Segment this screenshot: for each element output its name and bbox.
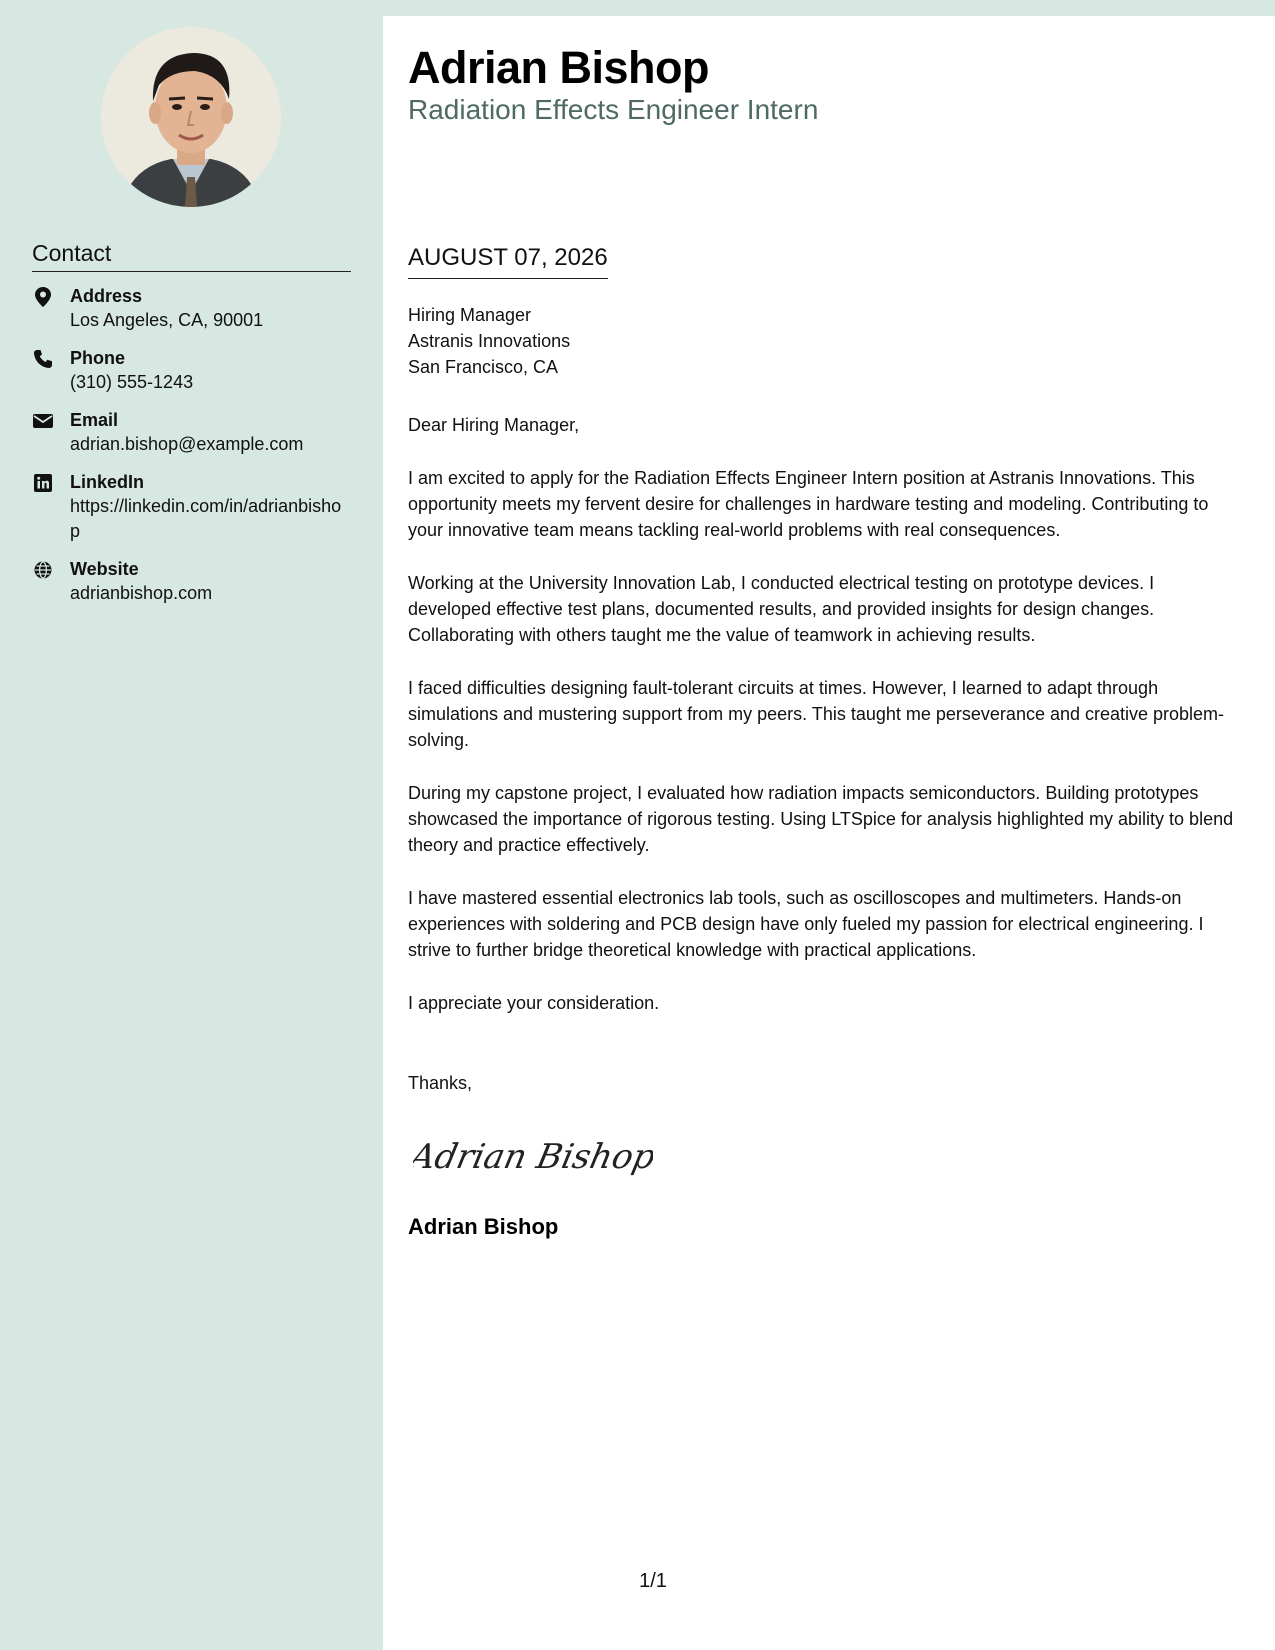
contact-linkedin: [32, 470, 362, 544]
recipient-block: [408, 302, 570, 380]
email-value[interactable]: adrian.bishop@example.com: [70, 434, 304, 454]
linkedin-icon: [32, 472, 54, 494]
linkedin-value[interactable]: https://linkedin.com/in/adrianbishop: [70, 496, 342, 541]
contact-address: [32, 284, 362, 333]
globe-icon: [32, 559, 54, 581]
contact-label: Address: [70, 286, 143, 306]
signoff: Thanks,: [408, 1073, 473, 1093]
salutation: Dear Hiring Manager,: [408, 415, 580, 435]
sidebar: [0, 0, 383, 1650]
closing-line: I appreciate your consideration.: [408, 993, 660, 1013]
recipient-line: Hiring Manager: [408, 305, 532, 325]
body-paragraph: I am excited to apply for the Radiation Effects Engineer Intern position at Astranis Innovations. This opportunity meets my fervent desire for challenges in hardware testing and modeling. Contributing to your innovative team means tackling real-world problems with real consequences.: [408, 468, 1209, 540]
letter-body: [408, 412, 1238, 1043]
body-paragraph: I have mastered essential electronics lab tools, such as oscilloscopes and multimeters. Hands-on experiences with soldering and PCB design have only fueled my passion for electrical engineering. I strive to further bridge theoretical knowledge with practical applications.: [408, 888, 1204, 960]
map-pin-icon: [32, 286, 54, 308]
contact-label: Phone: [70, 348, 126, 368]
recipient-line: Astranis Innovations: [408, 331, 571, 351]
letter-date: AUGUST 07, 2026: [408, 244, 608, 279]
applicant-name: Adrian Bishop: [408, 42, 710, 93]
profile-photo: [101, 27, 281, 207]
body-paragraph: During my capstone project, I evaluated how radiation impacts semiconductors. Building prototypes showcased the importance of rigorous testing. Using LTSpice for analysis highlighted my ability to blend theory and practice effectively.: [408, 783, 1234, 855]
envelope-icon: [32, 410, 54, 432]
contact-phone: [32, 346, 362, 395]
recipient-line: San Francisco, CA: [408, 357, 559, 377]
contact-label: LinkedIn: [70, 472, 145, 492]
contact-label: Email: [70, 410, 119, 430]
job-title: Radiation Effects Engineer Intern: [408, 94, 819, 125]
signature-text: Adrian Bishop: [413, 1137, 653, 1177]
contact-list: [32, 284, 362, 619]
contact-heading: Contact: [32, 240, 351, 272]
website-value[interactable]: adrianbishop.com: [70, 583, 213, 603]
address-value: Los Angeles, CA, 90001: [70, 310, 264, 330]
handwritten-signature: [413, 1128, 653, 1193]
body-paragraph: I faced difficulties designing fault-tolerant circuits at times. However, I learned to adapt through simulations and mustering support from my peers. This taught me perseverance and creative problem-solving.: [408, 678, 1225, 750]
page-number: 1/1: [639, 1570, 667, 1592]
phone-icon: [32, 348, 54, 370]
contact-email: [32, 408, 362, 457]
body-paragraph: Working at the University Innovation Lab, I conducted electrical testing on prototype devices. I developed effective test plans, documented results, and provided insights for design changes. Collaborating with others taught me the value of teamwork in achieving results.: [408, 573, 1155, 645]
contact-website: [32, 557, 362, 606]
contact-label: Website: [70, 559, 139, 579]
letter-main: [383, 16, 1275, 1650]
signed-name: Adrian Bishop: [408, 1214, 559, 1239]
phone-value: (310) 555-1243: [70, 372, 194, 392]
